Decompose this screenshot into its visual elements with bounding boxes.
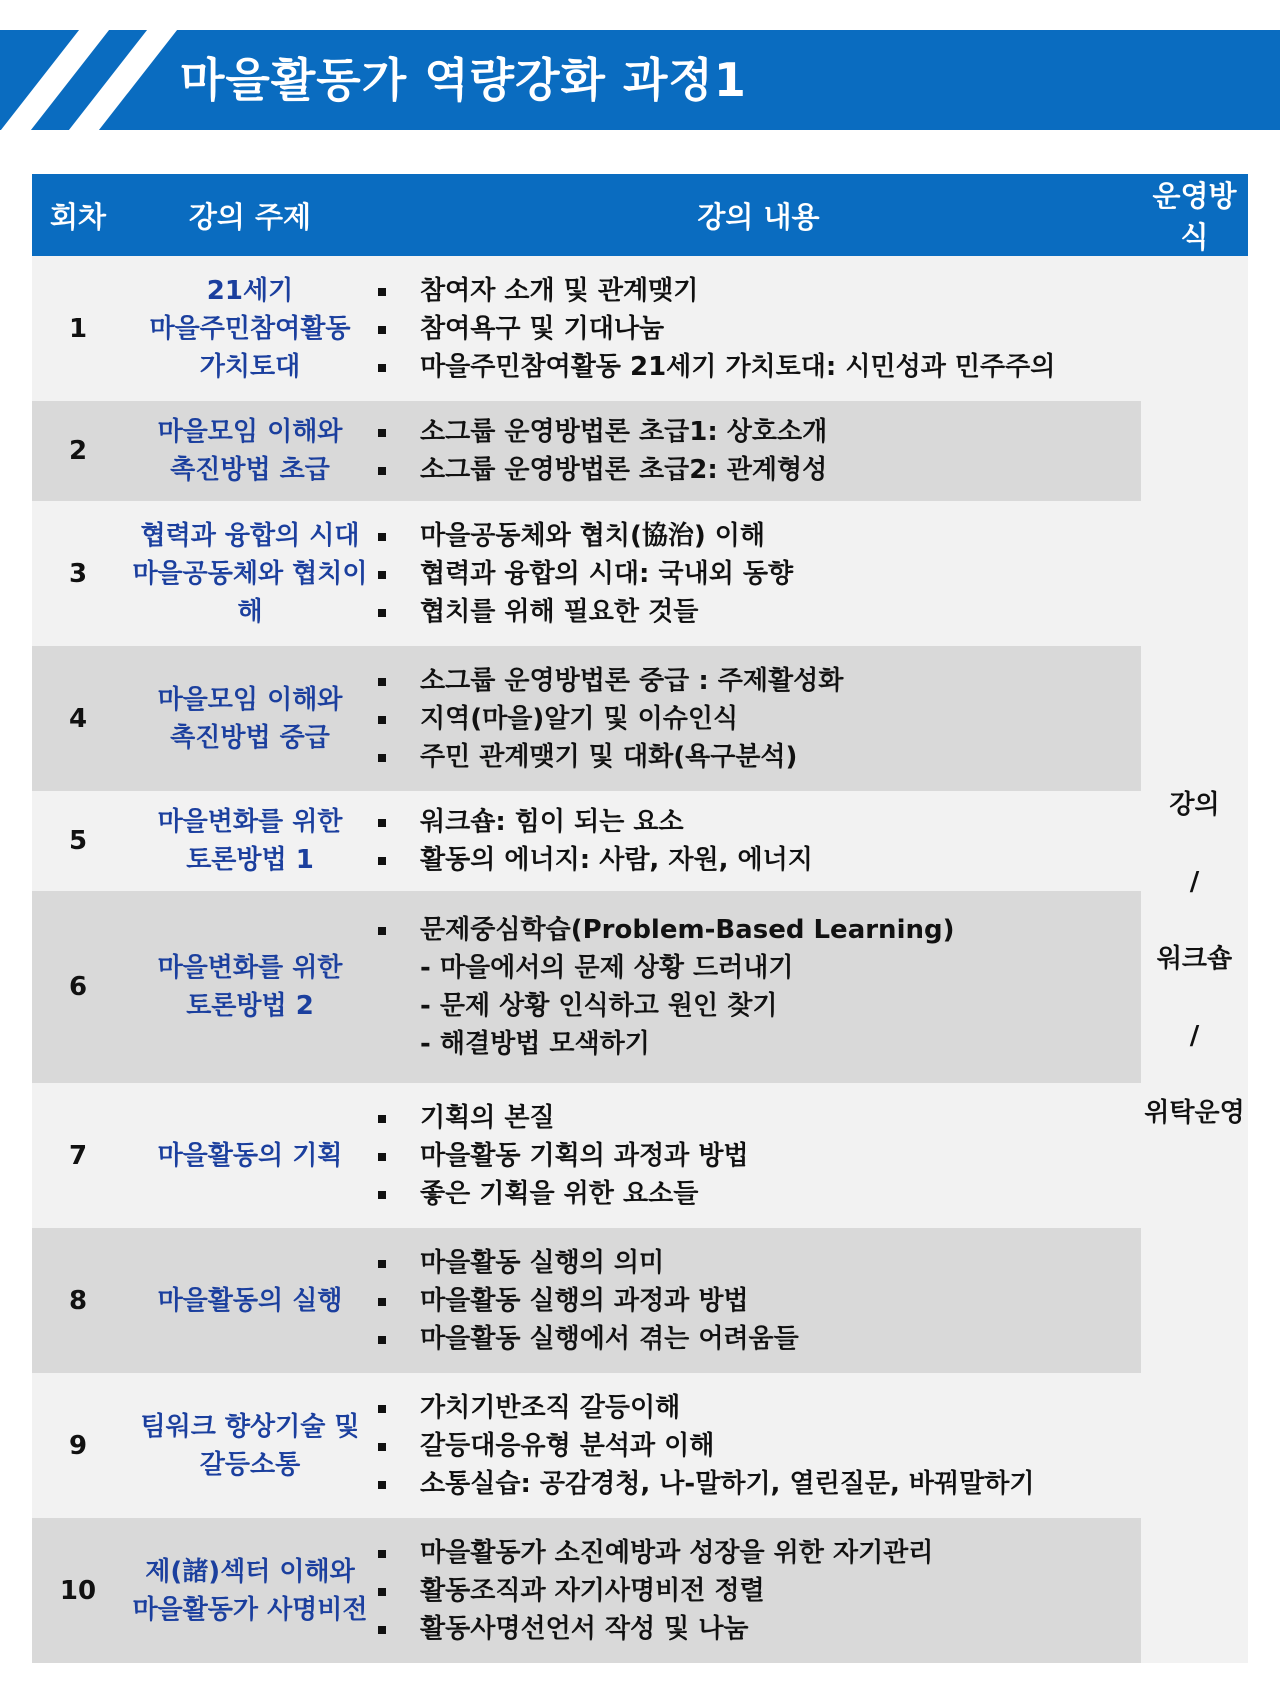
session-number: 6 xyxy=(32,891,124,1083)
table-row xyxy=(32,401,1248,501)
content-item: 참여욕구 및 기대나눔 xyxy=(376,310,1141,348)
content-item: 협치를 위해 필요한 것들 xyxy=(376,593,1141,631)
session-number: 9 xyxy=(32,1373,124,1518)
content-item: 문제중심학습(Problem-Based Learning) xyxy=(376,911,1141,949)
session-number: 10 xyxy=(32,1518,124,1663)
content-list xyxy=(376,517,1141,631)
topic-line: 마을모임 이해와 xyxy=(157,417,343,447)
method-line: 강의 xyxy=(1169,790,1220,820)
table-row xyxy=(32,1228,1248,1373)
content-item: 주민 관계맺기 및 대화(욕구분석) xyxy=(376,738,1141,776)
topic-line: 촉진방법 중급 xyxy=(170,722,330,753)
content-item: 소통실습: 공감경청, 나-말하기, 열린질문, 바꿔말하기 xyxy=(376,1465,1141,1503)
lecture-content xyxy=(376,891,1141,1083)
content-item: - 마을에서의 문제 상황 드러내기 xyxy=(420,953,794,983)
content-item: - 문제 상황 인식하고 원인 찾기 xyxy=(420,991,778,1021)
topic-line: 마을활동의 실행 xyxy=(157,1285,343,1316)
header-method: 운영방식 xyxy=(1141,174,1248,256)
method-line: / xyxy=(1189,867,1200,897)
table-header-row xyxy=(32,174,1248,256)
content-item: 지역(마을)알기 및 이슈인식 xyxy=(376,700,1141,738)
topic-line: 협력과 융합의 시대 xyxy=(140,520,360,551)
content-item: 마을주민참여활동 21세기 가치토대: 시민성과 민주주의 xyxy=(376,348,1141,386)
lecture-topic xyxy=(124,1518,376,1663)
content-list xyxy=(376,1244,1141,1358)
lecture-content xyxy=(376,646,1141,791)
session-number: 5 xyxy=(32,791,124,891)
content-item: 마을활동 기획의 과정과 방법 xyxy=(376,1137,1141,1175)
curriculum-table xyxy=(32,174,1248,1663)
topic-line: 촉진방법 초급 xyxy=(170,455,330,485)
content-list xyxy=(376,911,1141,1063)
content-item: 소그룹 운영방법론 초급2: 관계형성 xyxy=(376,451,1141,489)
lecture-topic xyxy=(124,791,376,891)
content-item: 소그룹 운영방법론 초급1: 상호소개 xyxy=(376,413,1141,451)
topic-line: 마을공동체와 협치이해 xyxy=(132,558,368,627)
content-item: 워크숍: 힘이 되는 요소 xyxy=(376,803,1141,841)
session-number: 7 xyxy=(32,1083,124,1228)
lecture-content xyxy=(376,1083,1141,1228)
content-item: 마을활동 실행에서 겪는 어려움들 xyxy=(376,1320,1141,1358)
topic-line: 토론방법 2 xyxy=(186,991,314,1021)
content-item: - 해결방법 모색하기 xyxy=(420,1029,650,1059)
lecture-topic xyxy=(124,646,376,791)
content-list xyxy=(376,803,1141,879)
content-list xyxy=(376,662,1141,776)
lecture-topic xyxy=(124,256,376,401)
table-row xyxy=(32,1518,1248,1663)
session-number: 1 xyxy=(32,256,124,401)
lecture-topic xyxy=(124,501,376,646)
content-item: 참여자 소개 및 관계맺기 xyxy=(376,272,1141,310)
topic-line: 마을변화를 위한 xyxy=(157,807,343,837)
lecture-content xyxy=(376,501,1141,646)
topic-line: 마을활동의 기획 xyxy=(157,1140,343,1171)
lecture-content xyxy=(376,1373,1141,1518)
table-row xyxy=(32,1373,1248,1518)
method-line: 위탁운영 xyxy=(1144,1098,1245,1128)
content-item: 활동사명선언서 작성 및 나눔 xyxy=(376,1610,1141,1648)
content-item: 활동조직과 자기사명비전 정렬 xyxy=(376,1572,1141,1610)
table-row xyxy=(32,501,1248,646)
lecture-content xyxy=(376,256,1141,401)
operation-method xyxy=(1141,256,1248,1663)
content-list xyxy=(376,1534,1141,1648)
header-topic: 강의 주제 xyxy=(124,174,376,256)
header-content: 강의 내용 xyxy=(376,174,1141,256)
lecture-content xyxy=(376,1228,1141,1373)
content-item: 마을활동가 소진예방과 성장을 위한 자기관리 xyxy=(376,1534,1141,1572)
content-item: 마을공동체와 협치(協治) 이해 xyxy=(376,517,1141,555)
lecture-content xyxy=(376,1518,1141,1663)
topic-line: 마을변화를 위한 xyxy=(157,953,343,983)
topic-line: 제(諸)섹터 이해와 xyxy=(145,1556,355,1587)
content-list xyxy=(376,272,1141,386)
title-banner xyxy=(0,30,1280,130)
table-row xyxy=(32,256,1248,401)
page-title: 마을활동가 역량강화 과정1 xyxy=(180,53,747,107)
lecture-content xyxy=(376,401,1141,501)
content-item: 기획의 본질 xyxy=(376,1099,1141,1137)
lecture-topic xyxy=(124,401,376,501)
topic-line: 갈등소통 xyxy=(199,1449,301,1480)
method-line: / xyxy=(1189,1021,1200,1051)
table-row xyxy=(32,791,1248,891)
table-row xyxy=(32,891,1248,1083)
session-number: 2 xyxy=(32,401,124,501)
content-item: 소그룹 운영방법론 중급 : 주제활성화 xyxy=(376,662,1141,700)
content-item: 마을활동 실행의 과정과 방법 xyxy=(376,1282,1141,1320)
topic-line: 가치토대 xyxy=(199,351,301,382)
topic-line: 21세기 xyxy=(206,275,294,306)
topic-line: 마을주민참여활동 xyxy=(149,313,351,344)
content-item: 활동의 에너지: 사람, 자원, 에너지 xyxy=(376,841,1141,879)
lecture-topic xyxy=(124,1373,376,1518)
method-line: 워크숍 xyxy=(1156,944,1233,974)
content-list xyxy=(376,413,1141,489)
session-number: 3 xyxy=(32,501,124,646)
lecture-topic xyxy=(124,1083,376,1228)
content-item: 협력과 융합의 시대: 국내외 동향 xyxy=(376,555,1141,593)
table-row xyxy=(32,646,1248,791)
lecture-content xyxy=(376,791,1141,891)
table-row xyxy=(32,1083,1248,1228)
content-list xyxy=(376,1389,1141,1503)
topic-line: 마을활동가 사명비전 xyxy=(132,1594,368,1625)
topic-line: 마을모임 이해와 xyxy=(157,684,343,715)
topic-line: 팀워크 향상기술 및 xyxy=(140,1411,360,1442)
content-item: 좋은 기획을 위한 요소들 xyxy=(376,1175,1141,1213)
content-item: 가치기반조직 갈등이해 xyxy=(376,1389,1141,1427)
lecture-topic xyxy=(124,1228,376,1373)
header-session: 회차 xyxy=(32,174,124,256)
session-number: 8 xyxy=(32,1228,124,1373)
topic-line: 토론방법 1 xyxy=(186,845,314,875)
lecture-topic xyxy=(124,891,376,1083)
session-number: 4 xyxy=(32,646,124,791)
content-item: 마을활동 실행의 의미 xyxy=(376,1244,1141,1282)
content-list xyxy=(376,1099,1141,1213)
content-item: 갈등대응유형 분석과 이해 xyxy=(376,1427,1141,1465)
